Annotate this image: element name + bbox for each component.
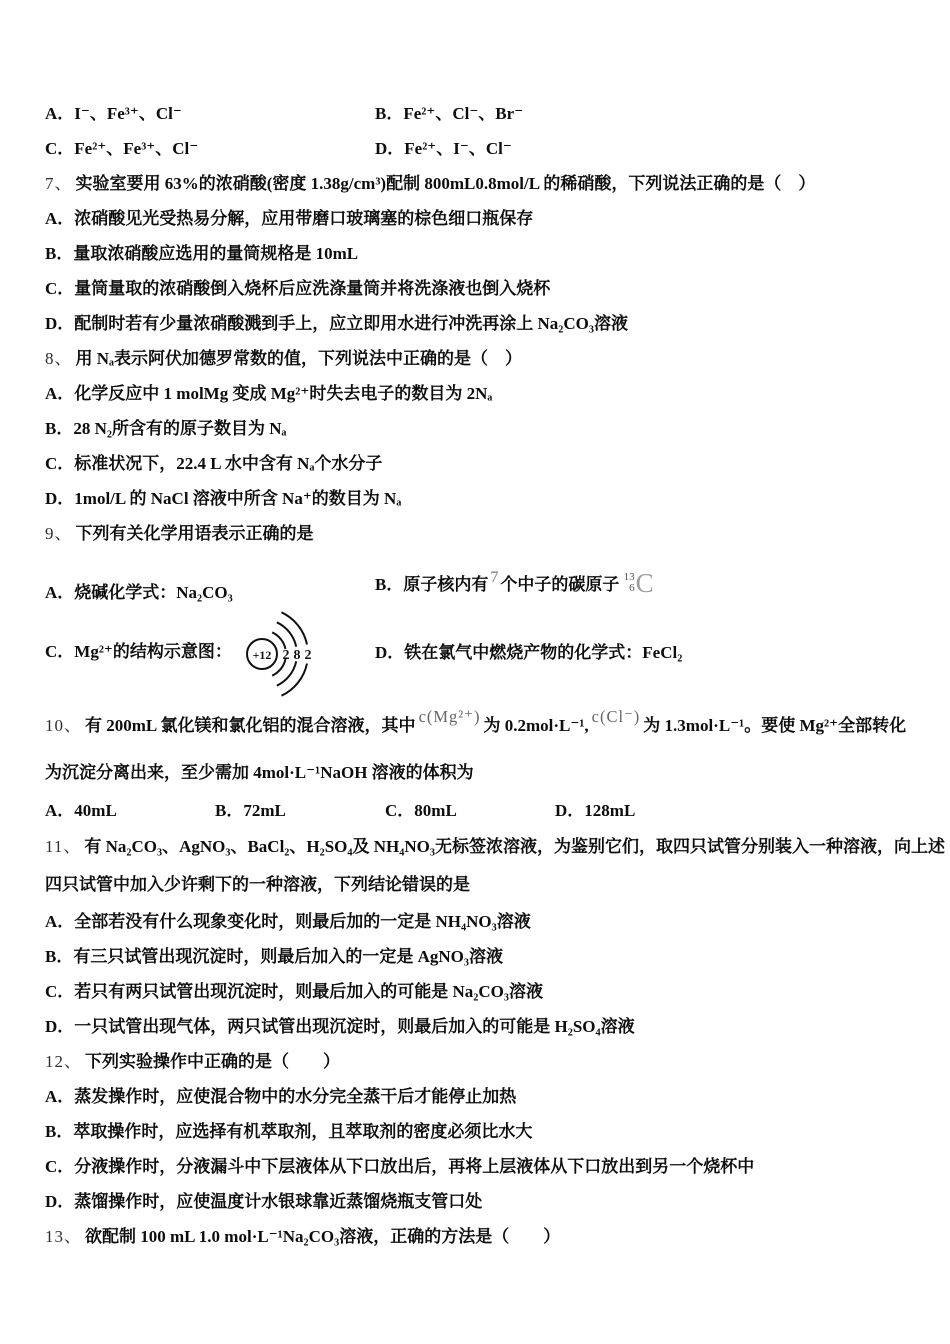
question-13-number: 13、 xyxy=(45,1227,82,1246)
question-8-option-b: B．28 N₂所含有的原子数目为 Nₐ xyxy=(45,419,287,438)
q6-option-b: B．Fe²⁺、Cl⁻、Br⁻ xyxy=(375,104,524,123)
shell-3-electrons: 2 xyxy=(304,647,312,663)
question-11-stem-line-1: 11、 有 Na₂CO₃、AgNO₃、BaCl₂、H₂SO₄及 NH₄NO₃无标签浓溶液，为鉴别它们，取四只试管分别装入一种溶液，向上述 xyxy=(45,837,945,856)
question-8-option-c: C．标准状况下，22.4 L 水中含有 Nₐ个水分子 xyxy=(45,454,383,473)
question-7-option-d: D．配制时若有少量浓硝酸溅到手上，应立即用水进行冲洗再涂上 Na₂CO₃溶液 xyxy=(45,314,628,333)
question-10-option-a: A．40mL xyxy=(45,801,117,820)
question-7-stem: 7、 实验室要用 63%的浓硝酸(密度 1.38g/cm³)配制 800mL0.8mol/L 的稀硝酸，下列说法正确的是（ ） xyxy=(45,174,816,193)
question-10-option-b: B．72mL xyxy=(215,801,286,820)
isotope-mass-number: 13 xyxy=(623,571,635,583)
question-12-option-c: C．分液操作时，分液漏斗中下层液体从下口放出后，再将上层液体从下口放出到另一个烧杯中 xyxy=(45,1157,755,1176)
question-10-stem-line-2: 为沉淀分离出来，至少需加 4mol·L⁻¹NaOH 溶液的体积为 xyxy=(45,763,474,782)
isotope-atomic-number: 6 xyxy=(629,582,635,594)
question-7-number: 7、 xyxy=(45,174,73,193)
question-8-option-d: D．1mol/L 的 NaCl 溶液中所含 Na⁺的数目为 Nₐ xyxy=(45,489,402,508)
question-10-stem-line-1: 10、 有 200mL 氯化镁和氯化铝的混合溶液，其中 c(Mg²⁺) 为 0.2mol·L⁻¹, c(Cl⁻) 为 1.3mol·L⁻¹。要使 Mg²⁺全部转化 xyxy=(45,707,907,735)
question-9-number: 9、 xyxy=(45,524,73,543)
q6-option-d: D．Fe²⁺、I⁻、Cl⁻ xyxy=(375,139,512,158)
question-11-option-b: B．有三只试管出现沉淀时，则最后加入的一定是 AgNO₃溶液 xyxy=(45,947,503,966)
shell-1-electrons: 2 xyxy=(282,647,290,663)
shell-2-electrons: 8 xyxy=(293,647,301,663)
question-9-stem: 9、 下列有关化学用语表示正确的是 xyxy=(45,524,314,543)
question-12-option-b: B．萃取操作时，应选择有机萃取剂，且萃取剂的密度必须比水大 xyxy=(45,1122,533,1141)
question-12-option-a: A．蒸发操作时，应使混合物中的水分完全蒸干后才能停止加热 xyxy=(45,1087,517,1106)
question-10-option-d: D．128mL xyxy=(555,801,636,820)
question-11-stem-line-2: 四只试管中加入少许剩下的一种溶液，下列结论错误的是 xyxy=(45,875,470,894)
question-12-option-d: D．蒸馏操作时，应使温度计水银球靠近蒸馏烧瓶支管口处 xyxy=(45,1192,483,1211)
nucleus-charge-label: +12 xyxy=(252,647,272,662)
question-11-option-c: C．若只有两只试管出现沉淀时，则最后加入的可能是 Na₂CO₃溶液 xyxy=(45,982,543,1001)
question-9-options-cd xyxy=(45,609,925,697)
atomic-structure-diagram xyxy=(240,610,340,698)
question-9-option-a: A．烧碱化学式：Na₂CO₃ xyxy=(45,583,233,602)
question-11-option-d: D．一只试管出现气体，两只试管出现沉淀时，则最后加入的可能是 H₂SO₄溶液 xyxy=(45,1017,635,1036)
question-7-option-b: B．量取浓硝酸应选用的量筒规格是 10mL xyxy=(45,244,359,263)
question-8-stem: 8、 用 Nₐ表示阿伏加德罗常数的值，下列说法中正确的是（ ） xyxy=(45,349,522,368)
q6-option-a: A．I⁻、Fe³⁺、Cl⁻ xyxy=(45,104,182,123)
question-13-stem: 13、 欲配制 100 mL 1.0 mol·L⁻¹Na₂CO₃溶液，正确的方法是（ ） xyxy=(45,1227,561,1246)
question-9-option-d: D．铁在氯气中燃烧产物的化学式：FeCl₂ xyxy=(375,643,683,662)
concentration-cl-notation: c(Cl⁻) xyxy=(591,707,641,726)
question-12-number: 12、 xyxy=(45,1052,82,1071)
neutron-count-superscript: 7 xyxy=(490,569,499,586)
question-11-option-a: A．全部若没有什么现象变化时，则最后加的一定是 NH₄NO₃溶液 xyxy=(45,912,531,931)
question-11-number: 11、 xyxy=(45,837,82,856)
question-12-stem: 12、 下列实验操作中正确的是（ ） xyxy=(45,1052,340,1071)
q6-option-c: C．Fe²⁺、Fe³⁺、Cl⁻ xyxy=(45,139,199,158)
question-8-option-a: A．化学反应中 1 molMg 变成 Mg²⁺时失去电子的数目为 2Nₐ xyxy=(45,384,493,403)
concentration-mg-notation: c(Mg²⁺) xyxy=(418,707,481,726)
question-9-options-ab xyxy=(45,551,925,609)
question-9-option-c: C．Mg²⁺的结构示意图： +12 2 8 2 xyxy=(45,608,375,697)
question-10-option-c: C．80mL xyxy=(385,801,457,820)
question-10-number: 10、 xyxy=(45,716,82,735)
question-7-option-a: A．浓硝酸见光受热易分解，应用带磨口玻璃塞的棕色细口瓶保存 xyxy=(45,209,534,228)
q6-options-row-1 xyxy=(45,96,925,131)
isotope-notation xyxy=(624,570,654,597)
question-10-options xyxy=(45,793,925,828)
q6-options-row-2 xyxy=(45,131,925,166)
question-9-option-b: B．原子核内有 7 个中子的碳原子 13 6 C xyxy=(375,568,654,598)
question-7-option-c: C．量筒量取的浓硝酸倒入烧杯后应洗涤量筒并将洗涤液也倒入烧杯 xyxy=(45,279,551,298)
isotope-element-symbol: C xyxy=(635,568,654,598)
question-8-number: 8、 xyxy=(45,349,73,368)
